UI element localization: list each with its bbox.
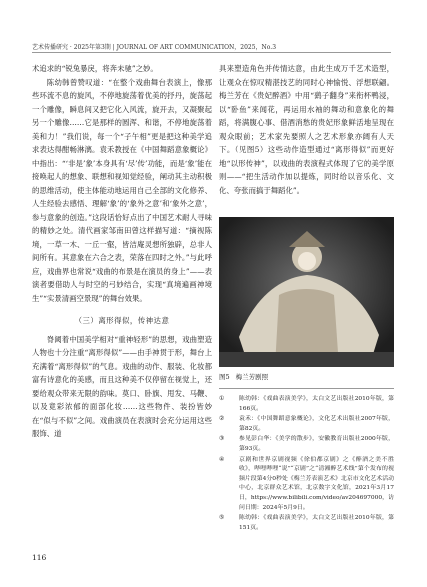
figure-label: 图5 [219, 373, 230, 381]
figure-caption [219, 372, 268, 381]
footnote [219, 435, 394, 454]
page-number: 116 [32, 553, 47, 562]
paragraph: 脊阈着中国美学相对“重神轻形”的思想，戏曲塑造人物也十分注重“离形得似”——由手神贯于形，舞台上充满着“离形得似”的气息。戏曲的动作、服装、化妆都富有诗意化的美感，而且这种美不仅停留在视觉上，还要给观众带来无限的韵味。莫口、卧旗、甩发、马鞭、以及竟彩浓郁的面部化妆……这些物件、装扮皆妙在“似与不似”之间。戏曲演员在表演时会充分运用这些服饰、道 [32, 334, 212, 438]
footnotes [219, 395, 394, 534]
running-header: 艺术传播研究 · 2025年第3期 | JOURNAL OF ART COMMUNICATION，2025，No.3 [32, 44, 277, 51]
paragraph: 陈幼韩曾赞叹道：“在整个戏曲舞台表演上，像那些环流不息的旋风，不停地旋荡着优美的抒丹，旋荡起一个雕像，瞬息间又把它化入风流，旋开去，又凝聚起另一个雕像……它是那样的圆浑、和谐，不停地旋荡着美和力！”我们说，每一个“子午相”更是把这种美学追求表达得酣畅淋漓。袁禾教授在《中国舞蹈意象概论》中指出：“‘非是’象’本身具有‘尽’传’功能，而是‘象’能在接唤起人的想象、联想和视知觉经验，阐动其主动积极的思维活动，使主体能动地运用自己全部的文化修养、人生经验去感悟、理解‘象’的‘象外之意’和‘象外之意’，参与意象的创造。”这段话恰好点出了中国艺术耐人寻味的精妙之处。清代画家邹南田曾这样描写道：“摘视陈境，一草一木、一丘一壑，皆洁庵灵想所独辟，总非人间所有。其意象在六合之表，荣落在四时之外。”与此呼应，戏曲界也常说“戏曲的布景是在演员的身上”——表演者要借助人与时空的弓妙结合，实现“真境遍画神境生”“实景清画空景现”的舞台效果。 [32, 77, 212, 303]
footnote-text: 袁禾：《中国舞蹈意象概论》，文化艺术出版社2007年版，第82页。 [239, 416, 394, 432]
figure-photo [219, 217, 394, 367]
opera-performer-image [219, 217, 394, 367]
header-rule [32, 52, 391, 53]
footnote-number: ⑤ [219, 515, 225, 522]
left-column [32, 62, 212, 441]
footnote-text: 陈幼韩：《戏曲表演美学》，太白文艺出版社2010年版，第151页。 [239, 515, 394, 531]
paragraph: 具来塑造角色并传情达意，由此生成万千艺术造型，让观众在惊叹精湛技艺的同时心神愉悦、浮想联翩。梅兰芳在《贵妃醉酒》中用“鹞子翻身”来衔杯鸭浸，以“卧鱼”来闻花，再运用水袖的舞动和意象化的舞蹈，将满腹心事、借酒消愁的贵妃形象鲜活地呈现在观众眼前；艺术家先要照人之艺术形象亦阔有人天下。（见图5）这些动作造型通过“离形得似”而更好地“以形传神”，以戏曲的表演程式体现了它的美学原则——“把生活动作加以提炼，同时给以音乐化、文化、夸张而搞于舞蹈化”。 [219, 64, 394, 195]
footnote-text: 陈幼韩：《戏曲表演美学》，太白文艺出版社2010年版，第166页。 [239, 396, 394, 412]
footnote [219, 456, 394, 514]
footnote-number: ③ [219, 436, 225, 443]
footnote-number: ① [219, 396, 225, 402]
footnote-rule [219, 388, 394, 389]
footnote [219, 514, 394, 533]
footnote-number: ② [219, 416, 225, 423]
right-column [219, 62, 394, 197]
footnote [219, 415, 394, 434]
section-heading: （三）离形得似，传神达意 [74, 316, 170, 325]
footnote-text: 参见彭白华：《美学的散步》，安徽教育出版社2000年版，第93页。 [239, 436, 394, 452]
footnote-number: ④ [219, 456, 225, 463]
paragraph: 术追求的“锐兔暴戾，将奔未驰”之妙。 [32, 64, 158, 73]
figure-caption-text: 梅兰芳剧照 [235, 373, 269, 381]
footnote [219, 395, 394, 414]
footnote-text: 京剧和世界京剧视频《徐伯都京剧》之《醉酒之美不胜收》，哔哩哔哩“说”“京剧”之“清湘醉艺术线”第个发布的视频片段第4分0秒处《梅兰芳表演艺术》北京市文化艺术活动中心，北京群众艺术馆，北京数字文化馆，2021年3月17日，https://www.bilibili.com/video/av204697000，访问日期：2024年5月9日。 [239, 456, 394, 511]
